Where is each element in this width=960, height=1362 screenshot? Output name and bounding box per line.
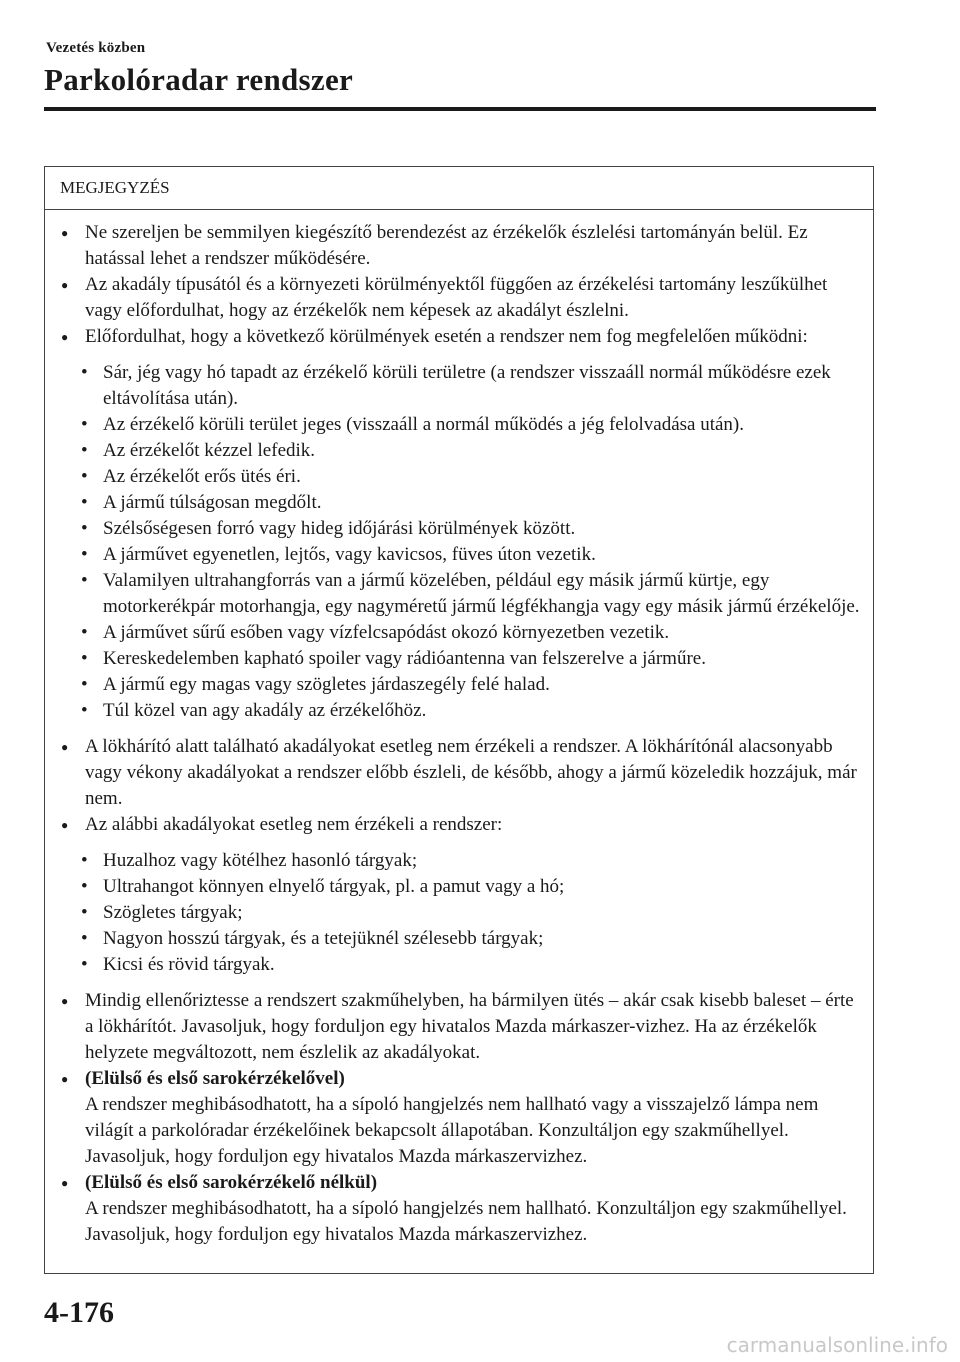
sub-list-item: • Az érzékelő körüli terület jeges (visszaáll a normál működés a jég felolvadása után). — [61, 412, 863, 438]
note-box — [44, 166, 874, 1274]
sub-list-item: • A járművet sűrű esőben vagy vízfelcsapódást okozó környezetben vezetik. — [61, 620, 863, 646]
note-item — [61, 324, 863, 350]
page-number: 4-176 — [44, 1296, 114, 1329]
watermark: carmanualsonline.info — [726, 1333, 948, 1357]
note-item-text: Az akadály típusától és a környezeti körülményektől függően az érzékelési tartomány leszűkülhet vagy előfordulhat, hogy az érzékelők nem képesek az akadályt észlelni. — [85, 274, 828, 321]
sub-list-item: • Kereskedelemben kapható spoiler vagy rádióantenna van felszerelve a járműre. — [61, 646, 863, 672]
note-item — [61, 220, 863, 272]
note-item-heading: ● (Elülső és első sarokérzékelő nélkül) — [85, 1172, 378, 1193]
note-body — [45, 210, 873, 1248]
sub-list-item: • Kicsi és rövid tárgyak. — [61, 952, 863, 978]
sub-list-item: • Szélsőségesen forró vagy hideg időjárási körülmények között. — [61, 516, 863, 542]
note-item — [61, 1066, 863, 1170]
note-item — [61, 1170, 863, 1248]
note-item-text: A rendszer meghibásodhatott, ha a sípoló hangjelzés nem hallható. Konzultáljon egy szakműhellyel. Javasoljuk, hogy forduljon egy hivatalos Mazda márkaszervizhez. — [85, 1198, 847, 1245]
page-title: Parkolóradar rendszer — [44, 62, 354, 97]
sub-list-item: • Ultrahangot könnyen elnyelő tárgyak, pl. a pamut vagy a hó; — [61, 874, 863, 900]
note-item-text: Mindig ellenőriztesse a rendszert szakműhelyben, ha bármilyen ütés – akár csak kisebb baleset – érte a lökhárítót. Javasoljuk, hogy forduljon egy hivatalos Mazda márkaszer-vizhez. Ha az érzékelők helyzete megváltozott, nem észlelik az akadályokat. — [85, 990, 854, 1063]
sub-list-item: • Sár, jég vagy hó tapadt az érzékelő körüli területre (a rendszer visszaáll normál működésre ezek eltávolítása után). — [61, 360, 863, 412]
sub-list-item: • Huzalhoz vagy kötélhez hasonló tárgyak; — [61, 848, 863, 874]
sub-list-wrapper — [61, 360, 863, 724]
sub-list-wrapper — [61, 848, 863, 978]
note-item — [61, 272, 863, 324]
sub-list — [61, 360, 863, 724]
sub-list-item: • A jármű egy magas vagy szögletes járdaszegély felé halad. — [61, 672, 863, 698]
note-item-text: A lökhárító alatt található akadályokat esetleg nem érzékeli a rendszer. A lökhárítónál alacsonyabb vagy vékony akadályokat a rendszer előbb észleli, de később, ahogy a jármű közeledik hozzájuk, már nem. — [85, 736, 857, 809]
sub-list — [61, 848, 863, 978]
sub-list-item: • Nagyon hosszú tárgyak, és a tetejüknél szélesebb tárgyak; — [61, 926, 863, 952]
note-item-heading: ● (Elülső és első sarokérzékelővel) — [85, 1068, 345, 1089]
note-item-text: A rendszer meghibásodhatott, ha a sípoló hangjelzés nem hallható vagy a visszajelző lámpa nem világít a parkolóradar érzékelőinek bekapcsolt állapotában. Konzultáljon egy szakműhellyel. Javasoljuk, hogy forduljon egy hivatalos Mazda márkaszervizhez. — [85, 1094, 819, 1167]
sub-list-item: • Az érzékelőt erős ütés éri. — [61, 464, 863, 490]
sub-list-item: • A járművet egyenetlen, lejtős, vagy kavicsos, füves úton vezetik. — [61, 542, 863, 568]
sub-list-item: • Az érzékelőt kézzel lefedik. — [61, 438, 863, 464]
note-item — [61, 734, 863, 812]
title-rule — [44, 107, 876, 111]
note-item-text: Előfordulhat, hogy a következő körülmények esetén a rendszer nem fog megfelelően működni: — [85, 326, 808, 347]
note-item — [61, 812, 863, 838]
note-item — [61, 988, 863, 1066]
note-item-text: Az alábbi akadályokat esetleg nem érzékeli a rendszer: — [85, 814, 503, 835]
sub-list-item: • Valamilyen ultrahangforrás van a jármű közelében, például egy másik jármű kürtje, egy motorkerékpár motorhangja, egy nagyméretű jármű légfékhangja vagy egy másik jármű érzékelője. — [61, 568, 863, 620]
note-heading: MEGJEGYZÉS — [45, 167, 873, 210]
note-list — [61, 220, 863, 1248]
sub-list-item: • Túl közel van agy akadály az érzékelőhöz. — [61, 698, 863, 724]
note-item-text: Ne szereljen be semmilyen kiegészítő berendezést az érzékelők észlelési tartományán belül. Ez hatással lehet a rendszer működésére. — [85, 222, 808, 269]
sub-list-item: • A jármű túlságosan megdőlt. — [61, 490, 863, 516]
section-label: Vezetés közben — [46, 40, 146, 56]
sub-list-item: • Szögletes tárgyak; — [61, 900, 863, 926]
